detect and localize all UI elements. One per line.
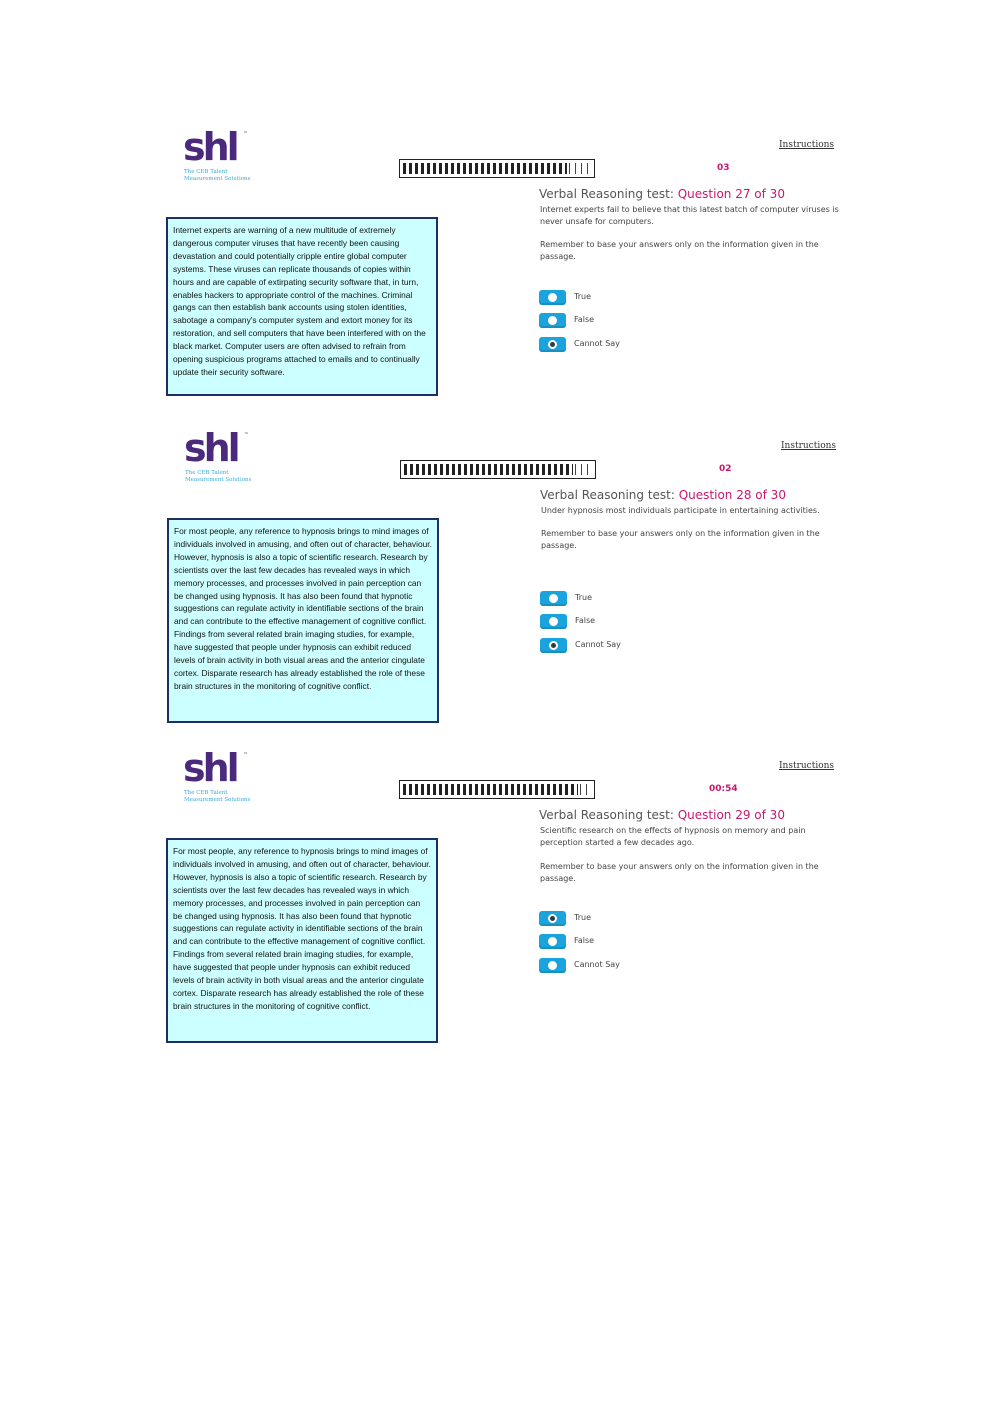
radio-button[interactable] [539,934,566,949]
radio-button[interactable] [539,911,566,926]
question-title [539,187,785,201]
question-number: Question 27 of 30 [677,187,785,201]
radio-button[interactable] [539,290,566,305]
option-label: False [575,616,596,625]
radio-button[interactable] [539,337,566,352]
progress-fill [403,784,578,795]
question-title [539,808,785,822]
progress-bar [399,780,595,799]
logo-trademark: ™ [243,752,248,758]
timer: 03 [717,163,730,173]
question-title [540,488,786,502]
option-label: False [574,936,595,945]
question-statement: Scientific research on the effects of hypnosis on memory and pain perception started a few decades ago. [540,826,806,847]
option-label: True [575,593,592,602]
question-number: Question 29 of 30 [677,808,785,822]
progress-bar [399,159,595,178]
question-number: Question 28 of 30 [678,488,786,502]
option-label: Cannot Say [574,960,620,969]
logo-tagline: The CEB Talent Measurement Solutions [184,169,251,182]
test-name: Verbal Reasoning test: [540,488,675,502]
shl-logo [184,426,264,483]
radio-indicator [548,316,557,325]
radio-button[interactable] [540,614,567,629]
radio-indicator [548,340,557,349]
logo-wordmark: shl [184,426,238,470]
logo-tagline: The CEB Talent Measurement Solutions [185,470,252,483]
question-screen-1 [0,125,1000,451]
reading-passage: For most people, any reference to hypnosis brings to mind images of individuals involved in amusing, and often out of character, behaviour. However, hypnosis is also a topic of scientific research. Research by scientists over the last few decades has revealed ways in which memory processes, and processes involved in pain perception can be changed using hypnosis. It has also been found that hypnotic suggestions can regulate activity in identifiable sections of the brain and can contribute to the effective management of cognitive conflict. Findings from several related brain imaging studies, for example, have suggested that people under hypnosis can exhibit reduced levels of brain activity in both visual areas and the anterior cingulate cortex. Disparate research has already established the role of these brain structures in the monitoring of cognitive conflict. [167,518,439,723]
instructions-link[interactable]: Instructions [779,761,835,771]
question-screen-2 [0,426,1000,752]
radio-indicator [548,914,557,923]
progress-fill [404,464,573,475]
logo-tagline: The CEB Talent Measurement Solutions [184,790,251,803]
option-label: Cannot Say [575,640,621,649]
test-name: Verbal Reasoning test: [539,808,674,822]
test-name: Verbal Reasoning test: [539,187,674,201]
question-screen-3 [0,746,1000,1072]
radio-button[interactable] [539,313,566,328]
shl-logo [183,746,263,803]
radio-indicator [549,594,558,603]
progress-fill [403,163,567,174]
instructions-link[interactable]: Instructions [779,140,835,150]
reminder-text: Remember to base your answers only on the information given in the passage. [541,529,820,550]
logo-wordmark: shl [183,125,237,169]
reading-passage: Internet experts are warning of a new multitude of extremely dangerous computer viruses that have recently been causing devastation and could potentially cripple entire global computer systems. These viruses can replicate thousands of copies within hours and are capable of extirpating security software that, in turn, enables hackers to appropriate control of the machines. Criminal gangs can then establish bank accounts using stolen identities, sabotage a company's computer system and extort money for its restoration, and sell computers that have been interfered with on the black market. Computer users are often advised to refrain from opening suspicious programs attached to emails and to continually update their security software. [166,217,438,396]
logo-trademark: ™ [243,131,248,137]
reminder-text: Remember to base your answers only on the information given in the passage. [540,240,819,261]
question-statement: Under hypnosis most individuals participate in entertaining activities. [541,506,820,515]
option-label: Cannot Say [574,339,620,348]
progress-remaining [567,163,591,174]
question-statement: Internet experts fail to believe that this latest batch of computer viruses is never unsafe for computers. [540,205,839,226]
progress-remaining [573,464,592,475]
timer: 00:54 [709,784,738,794]
radio-button[interactable] [540,638,567,653]
progress-bar [400,460,596,479]
reminder-text: Remember to base your answers only on the information given in the passage. [540,862,819,883]
shl-logo [183,125,263,182]
radio-indicator [549,641,558,650]
logo-trademark: ™ [244,432,249,438]
logo-wordmark: shl [183,746,237,790]
option-label: False [574,315,595,324]
radio-button[interactable] [539,958,566,973]
option-label: True [574,292,591,301]
timer: 02 [719,464,732,474]
option-label: True [574,913,591,922]
radio-indicator [548,937,557,946]
radio-indicator [548,961,557,970]
reading-passage: For most people, any reference to hypnosis brings to mind images of individuals involved in amusing, and often out of character, behaviour. However, hypnosis is also a topic of scientific research. Research by scientists over the last few decades has revealed ways in which memory processes, and processes involved in pain perception can be changed using hypnosis. It has also been found that hypnotic suggestions can regulate activity in identifiable sections of the brain and can contribute to the effective management of cognitive conflict. Findings from several related brain imaging studies, for example, have suggested that people under hypnosis can exhibit reduced levels of brain activity in both visual areas and the anterior cingulate cortex. Disparate research has already established the role of these brain structures in the monitoring of cognitive conflict. [166,838,438,1043]
radio-button[interactable] [540,591,567,606]
instructions-link[interactable]: Instructions [781,441,837,451]
radio-indicator [549,617,558,626]
radio-indicator [548,293,557,302]
progress-remaining [578,784,591,795]
